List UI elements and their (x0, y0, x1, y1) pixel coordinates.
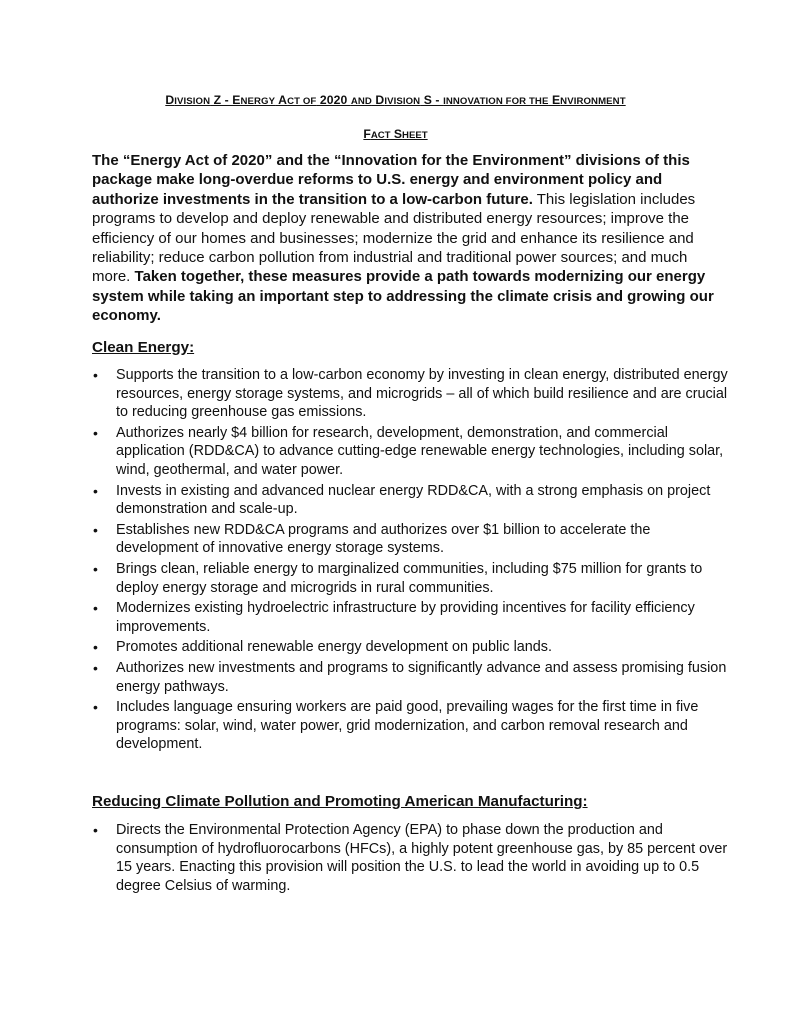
list-item: • Modernizes existing hydroelectric infrastructure by providing incentives for facility efficiency improvements. (93, 600, 695, 635)
clean-energy-list (92, 366, 732, 756)
title-part: 2020 AND (316, 93, 372, 107)
list-item: • Supports the transition to a low-carbon economy by investing in clean energy, distributed energy resources, energy storage systems, and microgrids – all of which build resilience and are crucial to reducing greenhouse gas emissions. (93, 367, 728, 421)
title-part: DIVISION (165, 93, 211, 107)
bullet-icon: • (93, 600, 98, 617)
list-item: • Invests in existing and advanced nuclear energy RDD&CA, with a strong emphasis on project demonstration and scale-up. (93, 482, 711, 518)
intro-paragraph (92, 151, 722, 326)
title-part: ENVIRONMENT (548, 93, 626, 107)
bullet-icon: • (93, 699, 98, 716)
list-item: • Authorizes nearly $4 billion for research, development, demonstration, and commercial application (RDD&CA) to advance cutting-edge renewable energy technologies, including solar, wind, geothermal, and water power. (93, 424, 724, 478)
bullet-icon: • (93, 367, 98, 383)
list-item: • Brings clean, reliable energy to marginalized communities, including $75 million for grants to deploy energy storage and microgrids in rural communities. (93, 560, 703, 596)
document-title (0, 93, 791, 107)
list-item: • Promotes additional renewable energy development on public lands. (93, 639, 552, 656)
bullet-icon: • (93, 639, 98, 656)
list-item: • Authorizes new investments and programs to significantly advance and assess promising fusion energy pathways. (93, 659, 727, 695)
clean-energy-heading: Clean Energy: (92, 339, 195, 356)
bullet-icon: • (93, 560, 98, 577)
bullet-icon: • (93, 424, 98, 441)
climate-pollution-heading: Reducing Climate Pollution and Promoting American Manufacturing: (92, 793, 588, 810)
intro-bold-lead: The “Energy Act of 2020” and the “Innovation for the Environment” divisions of this package make long-overdue reforms to U.S. energy and environment policy and authorize investments in the transition to a low-carbon future. (92, 152, 690, 208)
list-item: • Includes language ensuring workers are paid good, prevailing wages for the first time in five programs: solar, wind, water power, grid modernization, and carbon removal research and development. (93, 699, 699, 753)
bullet-icon: • (93, 521, 98, 538)
title-part: ACT OF (275, 93, 317, 107)
bullet-icon: • (93, 482, 98, 499)
intro-bold-conclusion: Taken together, these measures provide a path towards modernizing our energy system while taking an important step to addressing the climate crisis and growing our economy. (92, 268, 714, 325)
climate-pollution-list (92, 821, 732, 897)
list-item: • Directs the Environmental Protection Agency (EPA) to phase down the production and consumption of hydrofluorocarbons (HFCs), a highly potent greenhouse gas, by 85 percent over 15 years. Enacting this provision will position the U.S. to lead the world in avoiding up to 0.5 degree Celsius of warming. (93, 822, 728, 894)
title-part: Z - ENERGY (210, 93, 276, 107)
bullet-icon: • (93, 822, 98, 838)
document-subtitle: FACT SHEET (363, 127, 428, 141)
list-item: • Establishes new RDD&CA programs and authorizes over $1 billion to accelerate the development of innovative energy storage systems. (93, 521, 651, 557)
bullet-icon: • (93, 659, 98, 676)
intro-body-text: This legislation includes programs to develop and deploy renewable and distributed energy resources; improve the efficiency of our homes and businesses; modernize the grid and enhance its resilience and reliability; reduce carbon pollution from industrial and traditional power sources; and much more. (92, 190, 696, 286)
title-part: S - INNOVATION FOR THE (420, 93, 549, 107)
title-part: DIVISION (371, 93, 421, 107)
